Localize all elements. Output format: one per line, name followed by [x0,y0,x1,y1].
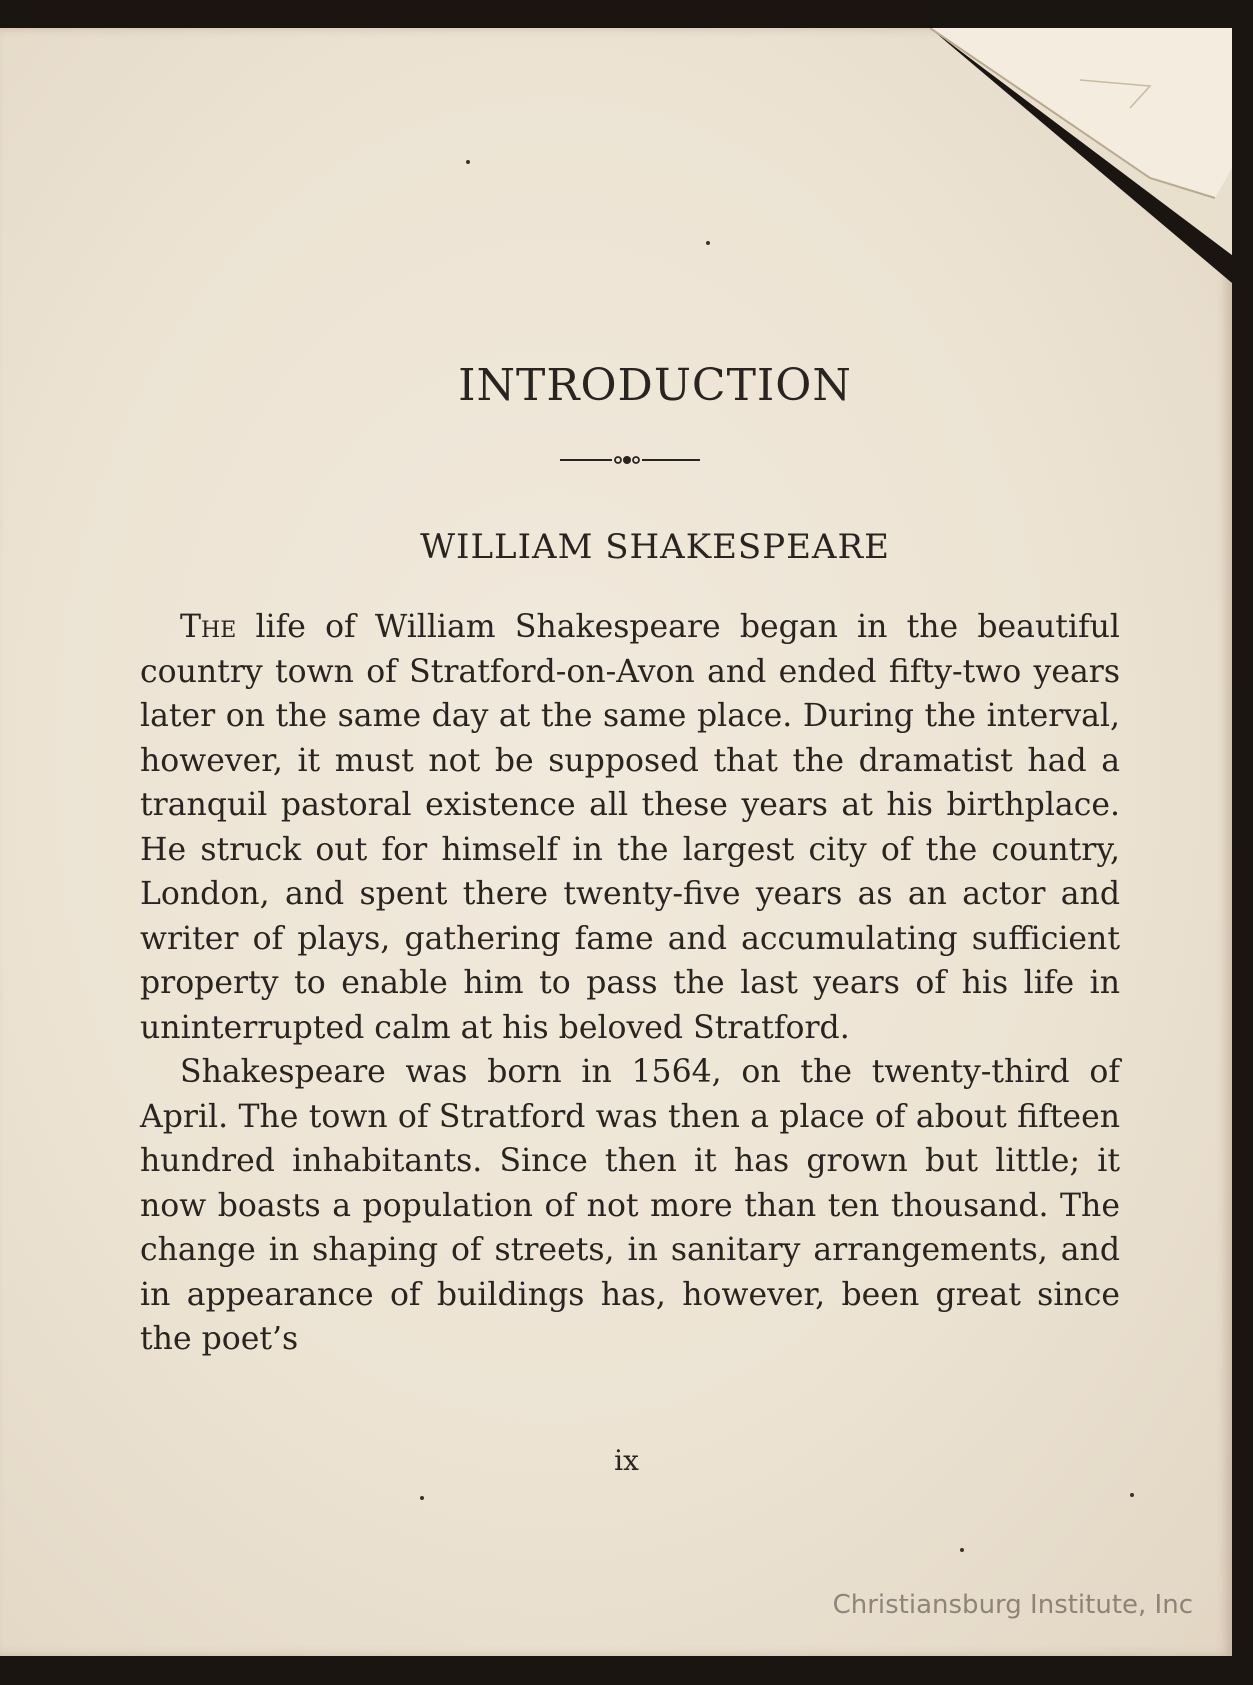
ink-speck [1130,1493,1134,1497]
paragraph-lead-word: The [180,609,237,645]
folded-corner [930,28,1240,268]
page-text [140,360,1120,1362]
watermark: Christiansburg Institute, Inc [832,1590,1193,1620]
ink-speck [706,241,710,245]
body-paragraph [140,605,1120,1050]
chapter-title: INTRODUCTION [458,360,852,411]
ink-speck [960,1548,964,1552]
ornament-divider [560,453,700,467]
body-paragraph: Shakespeare was born in 1564, on the twenty-third of April. The town of Stratford was then a place of about fifteen hundred inhabitants. Since then it has grown but little; it now boasts a population of not more than ten thousand. The change in shaping of streets, in sanitary arrangements, and in appearance of buildings has, however, been great since the poet’s [140,1054,1120,1357]
page-number: ix [614,1444,639,1477]
section-title: WILLIAM SHAKESPEARE [420,527,890,567]
ink-speck [466,160,470,164]
ink-speck [420,1496,424,1500]
paragraph-text: life of William Shakespeare began in the beautiful country town of Stratford-on-Avon and ended fifty-two years later on the same day at the same place. During the interval, however, it must not be supposed that the dramatist had a tranquil pastoral existence all these years at his birthplace. He struck out for himself in the largest city of the country, London, and spent there twenty-five years as an actor and writer of plays, gathering fame and accumulating sufficient property to enable him to pass the last years of his life in uninterrupted calm at his beloved Stratford. [140,609,1120,1046]
